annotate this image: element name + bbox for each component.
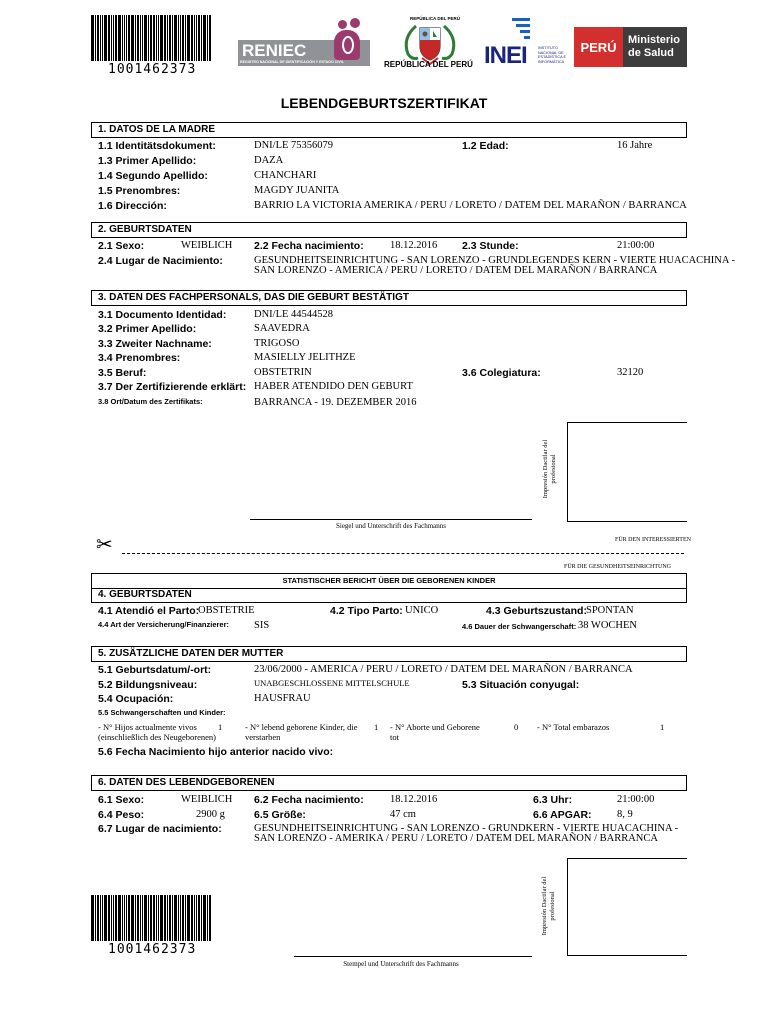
label-2-1: 2.1 Sexo: (98, 240, 145, 252)
value-4-6: 38 WOCHEN (578, 620, 638, 631)
children-alive-value: 1 (218, 722, 223, 732)
barcode-bar (113, 895, 114, 941)
barcode-bar (185, 15, 186, 61)
barcode-bar (164, 895, 166, 941)
value-1-1: DNI/LE 75356079 (254, 140, 334, 151)
cut-bottom-label: FÜR DIE GESUNDHEITSEINRICHTUNG (564, 564, 671, 570)
value-2-1: WEIBLICH (181, 240, 233, 251)
value-5-2: UNABGESCHLOSSENE MITTELSCHULE (254, 678, 410, 688)
barcode-bar (142, 15, 143, 61)
label-4-1: 4.1 Atendió el Parto: (98, 605, 200, 617)
value-6-5: 47 cm (390, 809, 416, 820)
minsa-logo (574, 27, 687, 67)
value-3-1: DNI/LE 44544528 (254, 309, 334, 320)
label-4-3: 4.3 Geburtszustand: (486, 605, 587, 617)
barcode-bar (100, 15, 101, 61)
barcode-bar (102, 895, 103, 941)
barcode-bar (118, 15, 121, 61)
signature-line-2 (294, 956, 532, 957)
abortions-value: 0 (514, 722, 519, 732)
value-1-4: CHANCHARI (254, 170, 317, 181)
inei-logo-subtitle: INSTITUTO NACIONAL DE ESTADÍSTICA E INFORMÁTICA (538, 46, 566, 64)
document-title: LEBENDGEBURTSZERTIFIKAT (280, 95, 488, 111)
barcode-number-bottom: 1001462373 (108, 942, 197, 957)
value-1-6: BARRIO LA VICTORIA AMERIKA / PERU / LORETO / DATEM DEL MARAÑON / BARRANCA (254, 200, 687, 211)
peru-flag-badge: PERÚ (574, 27, 623, 67)
fingerprint-box-1 (567, 422, 687, 522)
label-1-2: 1.2 Edad: (462, 140, 509, 152)
barcode-bar (104, 895, 107, 941)
barcode-bar (102, 15, 103, 61)
value-4-4: SIS (254, 620, 270, 631)
value-3-2: SAAVEDRA (254, 323, 310, 334)
barcode-bar (178, 895, 179, 941)
label-3-1: 3.1 Documento Identidad: (98, 309, 227, 321)
peru-crest-label: REPÚBLICA DEL PERÚ (384, 60, 473, 69)
barcode-bar (148, 15, 149, 61)
barcode-bar (191, 895, 193, 941)
value-3-6: 32120 (617, 367, 644, 378)
barcode-bar (153, 895, 155, 941)
barcode-bar (95, 895, 96, 941)
label-5-5: 5.5 Schwangerschaften und Kinder: (98, 708, 226, 717)
peru-crest (382, 16, 478, 72)
peru-crest-arc-text: REPÚBLICA DEL PERÚ (410, 16, 461, 21)
label-2-4: 2.4 Lugar de Nacimiento: (98, 255, 223, 267)
inei-logo (484, 16, 572, 68)
barcode-bar (111, 895, 112, 941)
barcode-bar (140, 895, 141, 941)
value-5-4: HAUSFRAU (254, 693, 311, 704)
barcode-bar (144, 895, 147, 941)
label-3-2: 3.2 Primer Apellido: (98, 323, 197, 335)
label-6-7: 6.7 Lugar de nacimiento: (98, 823, 222, 835)
abortions-note: tot (390, 732, 399, 742)
value-6-3: 21:00:00 (617, 794, 655, 805)
label-1-3: 1.3 Primer Apellido: (98, 155, 197, 167)
fingerprint-label-1: Impresión Dactilar del profesional (542, 439, 557, 499)
children-deceased-label: - N° lebend geborene Kinder, die (245, 722, 358, 732)
barcode-bar (122, 895, 123, 941)
value-4-3: SPONTAN (586, 605, 634, 616)
value-6-2: 18.12.2016 (390, 794, 438, 805)
barcode-bar (140, 15, 141, 61)
total-pregnancies-value: 1 (660, 722, 665, 732)
value-3-7: HABER ATENDIDO DEN GEBURT (254, 381, 413, 392)
barcode-bar (182, 895, 184, 941)
barcode-bar (209, 15, 211, 61)
label-6-5: 6.5 Größe: (254, 809, 306, 821)
section-5-header: 5. ZUSÄTZLICHE DATEN DER MUTTER (91, 646, 687, 662)
barcode-bar (104, 15, 107, 61)
label-5-2: 5.2 Bildungsniveau: (98, 679, 198, 691)
label-1-5: 1.5 Prenombres: (98, 185, 181, 197)
barcode-bar (187, 895, 190, 941)
barcode-bar (128, 895, 130, 941)
barcode-bar (158, 15, 159, 61)
value-2-4-line2: SAN LORENZO - AMERICA / PERU / LORETO / DATEM DEL MARAÑON / BARRANCA (254, 265, 658, 276)
barcode-bar (137, 15, 139, 61)
label-3-4: 3.4 Prenombres: (98, 352, 181, 364)
value-4-2: UNICO (405, 605, 439, 616)
barcode-bar (180, 15, 181, 61)
barcode-bar (158, 895, 159, 941)
barcode-bar (207, 895, 208, 941)
label-4-6: 4.6 Dauer der Schwangerschaft: (462, 622, 577, 631)
barcode-bar (180, 895, 181, 941)
barcode-bar (156, 15, 157, 61)
barcode-bar (198, 895, 200, 941)
value-2-4-line1: GESUNDHEITSEINRICHTUNG - SAN LORENZO - GRUNDLEGENDES KERN - VIERTE HUACACHINA - (254, 255, 735, 266)
barcode-bar (153, 15, 155, 61)
barcode-bar (156, 895, 157, 941)
ministerio-label: Ministerio de Salud (623, 27, 687, 67)
statistics-header: STATISTISCHER BERICHT ÜBER DIE GEBORENEN KINDER (91, 573, 687, 589)
barcode-bar (135, 895, 136, 941)
barcode-bar (201, 895, 202, 941)
children-deceased-value: 1 (374, 722, 379, 732)
label-2-2: 2.2 Fecha nacimiento: (254, 240, 364, 252)
barcode-bar (196, 15, 197, 61)
label-2-3: 2.3 Stunde: (462, 240, 519, 252)
value-4-1: OBSTETRIE (198, 605, 255, 616)
barcode-bar (160, 895, 163, 941)
barcode-bar (172, 895, 173, 941)
cut-dashed-line (122, 553, 684, 554)
fingerprint-box-2 (567, 858, 687, 956)
barcode-bar (150, 15, 152, 61)
scissors-icon: ✂ (96, 534, 113, 556)
label-5-3: 5.3 Situación conyugal: (462, 679, 580, 691)
barcode-bar (113, 15, 114, 61)
barcode-bar (194, 895, 195, 941)
barcode-bar (194, 15, 195, 61)
children-deceased-note: verstarben (245, 732, 281, 742)
barcode-bar (174, 895, 177, 941)
barcode-number-top: 1001462373 (108, 62, 197, 77)
barcode-bar (209, 895, 211, 941)
barcode-bar (137, 895, 139, 941)
label-1-6: 1.6 Dirección: (98, 200, 167, 212)
label-3-7: 3.7 Der Zertifizierende erklärt: (98, 381, 247, 393)
value-6-7-line1: GESUNDHEITSEINRICHTUNG - SAN LORENZO - GRUNDKERN - VIERTE HUACACHINA - (254, 823, 679, 834)
total-pregnancies-label: - N° Total embarazos (537, 722, 610, 732)
label-5-6: 5.6 Fecha Nacimiento hijo anterior nacido vivo: (98, 746, 334, 758)
label-4-2: 4.2 Tipo Parto: (330, 605, 403, 617)
section-1-header: 1. DATOS DE LA MADRE (91, 122, 687, 138)
section-2-header: 2. GEBURTSDATEN (91, 222, 687, 238)
value-5-1: 23/06/2000 - AMERICA / PERU / LORETO / DATEM DEL MARAÑON / BARRANCA (254, 664, 633, 675)
value-2-3: 21:00:00 (617, 240, 655, 251)
barcode-bar (178, 15, 179, 61)
barcode-bar (124, 15, 125, 61)
barcode-bar (131, 895, 134, 941)
signature-caption-1: Siegel und Unterschrift des Fachmanns (335, 522, 447, 530)
section-6-header: 6. DATEN DES LEBENDGEBORENEN (91, 775, 687, 791)
barcode-bar (174, 15, 177, 61)
value-6-7-line2: SAN LORENZO - AMERIKA / PERU / LORETO / DATEM DEL MARAÑON / BARRANCA (254, 833, 658, 844)
label-6-6: 6.6 APGAR: (533, 809, 592, 821)
label-5-1: 5.1 Geburtsdatum/-ort: (98, 664, 212, 676)
children-alive-note: (einschließlich des Neugeborenen) (98, 732, 217, 742)
barcode-bar (182, 15, 184, 61)
barcode-bar (169, 15, 171, 61)
barcode-bar (124, 895, 125, 941)
value-1-2: 16 Jahre (617, 140, 653, 151)
barcode-bar (201, 15, 202, 61)
barcode-bar (91, 895, 94, 941)
barcode-bar (142, 895, 143, 941)
barcode-bar (97, 15, 99, 61)
barcode-bar (128, 15, 130, 61)
barcode-bar (135, 15, 136, 61)
barcode-bar (167, 895, 168, 941)
barcode-bar (172, 15, 173, 61)
label-6-4: 6.4 Peso: (98, 809, 145, 821)
barcode-bar (191, 15, 193, 61)
label-3-6: 3.6 Colegiatura: (462, 367, 541, 379)
barcode-bar (91, 15, 94, 61)
signature-line-1 (250, 519, 532, 520)
label-3-3: 3.3 Zweiter Nachname: (98, 338, 212, 350)
barcode-bar (111, 15, 112, 61)
barcode-bar (95, 15, 96, 61)
label-4-4: 4.4 Art der Versicherung/Finanzierer: (98, 620, 230, 629)
barcode-bar (187, 15, 190, 61)
barcode-bottom (91, 895, 212, 941)
barcode-bar (131, 15, 134, 61)
barcode-bar (198, 15, 200, 61)
barcode-bar (167, 15, 168, 61)
inei-logo-text: INEI (484, 42, 527, 69)
reniec-logo-text: RENIEC (242, 41, 307, 60)
label-6-3: 6.3 Uhr: (533, 794, 573, 806)
barcode-bar (196, 895, 197, 941)
value-6-4: 2900 g (196, 809, 225, 820)
value-3-3: TRIGOSO (254, 338, 300, 349)
section-4-header: 4. GEBURTSDATEN (91, 588, 687, 603)
barcode-bar (203, 15, 206, 61)
value-6-1: WEIBLICH (181, 794, 233, 805)
signature-caption-2: Stempel und Unterschrift des Fachmanns (343, 960, 459, 968)
barcode-bar (150, 895, 152, 941)
barcode-top (91, 15, 212, 61)
barcode-bar (118, 895, 121, 941)
barcode-bar (164, 15, 166, 61)
value-2-2: 18.12.2016 (390, 240, 438, 251)
barcode-bar (126, 15, 127, 61)
barcode-bar (160, 15, 163, 61)
barcode-bar (203, 895, 206, 941)
value-3-5: OBSTETRIN (254, 367, 312, 378)
label-3-5: 3.5 Beruf: (98, 367, 147, 379)
label-6-2: 6.2 Fecha nacimiento: (254, 794, 364, 806)
value-3-4: MASIELLY JELITHZE (254, 352, 356, 363)
label-6-1: 6.1 Sexo: (98, 794, 145, 806)
fingerprint-label-2: Impresión Dactilar del profesional (541, 876, 556, 936)
abortions-label: - N° Aborte und Geborene (390, 722, 480, 732)
reniec-logo (238, 18, 370, 70)
cut-top-label: FÜR DEN INTERESSIERTEN (615, 537, 691, 543)
barcode-bar (169, 895, 171, 941)
label-5-4: 5.4 Ocupación: (98, 693, 174, 705)
barcode-bar (126, 895, 127, 941)
label-3-8: 3.8 Ort/Datum des Zertifikats: (98, 397, 203, 406)
label-1-1: 1.1 Identitätsdokument: (98, 140, 216, 152)
reniec-logo-subtitle: REGISTRO NACIONAL DE IDENTIFICACIÓN Y ESTADO CIVIL (240, 60, 344, 64)
barcode-bar (122, 15, 123, 61)
value-1-3: DAZA (254, 155, 284, 166)
barcode-bar (144, 15, 147, 61)
value-3-8: BARRANCA - 19. DEZEMBER 2016 (254, 397, 417, 408)
barcode-bar (100, 895, 101, 941)
barcode-bar (115, 15, 117, 61)
value-1-5: MAGDY JUANITA (254, 185, 340, 196)
children-alive-label: - N° Hijos actualmente vivos (98, 722, 197, 732)
barcode-bar (207, 15, 208, 61)
barcode-bar (108, 15, 110, 61)
label-1-4: 1.4 Segundo Apellido: (98, 170, 208, 182)
barcode-bar (148, 895, 149, 941)
barcode-bar (108, 895, 110, 941)
barcode-bar (185, 895, 186, 941)
section-3-header: 3. DATEN DES FACHPERSONALS, DAS DIE GEBURT BESTÄTIGT (91, 290, 687, 306)
barcode-bar (97, 895, 99, 941)
value-6-6: 8, 9 (617, 809, 633, 820)
barcode-bar (115, 895, 117, 941)
